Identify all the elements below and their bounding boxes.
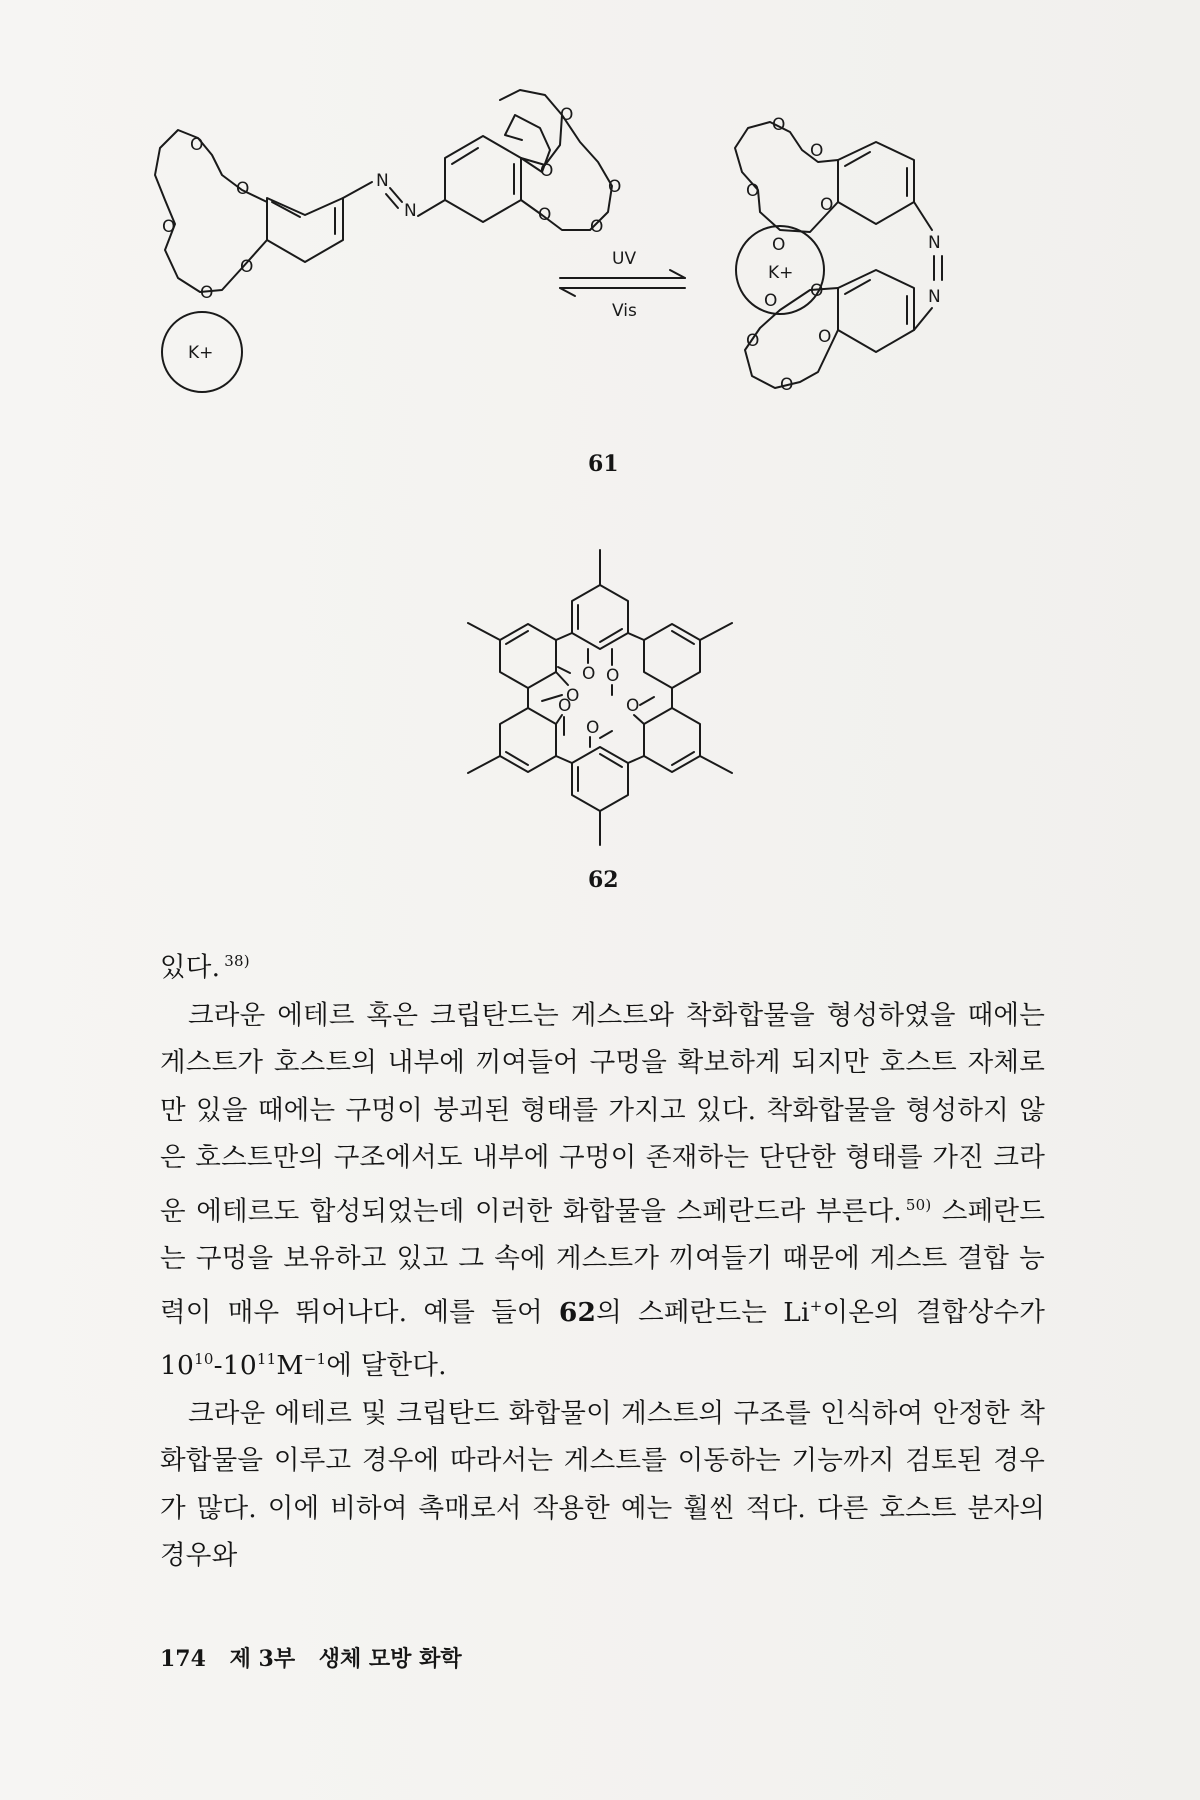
oxygen-label: O: [746, 181, 760, 201]
azo-nitrogen-label: N: [928, 233, 941, 253]
oxygen-label: O: [772, 115, 786, 135]
text-span: 크라운 에테르 혹은 크립탄드는 게스트와 착화합물을 형성하였을 때에는 게스트가 호스트의 내부에 끼여들어 구멍을 확보하게 되지만 호스트 자체로만 있을 때에는 구멍이 붕괴된 형태를 가지고 있다. 착화합물을 형성하지 않은 호스트만의 구조에서도 내부에 구멍이 존재하는 단단한 형태를 가진 크라운 에테르도 합성되었는데 이러한 화합물을 스페란드라 부른다.: [160, 999, 1045, 1227]
left-benzene-ring-b: [445, 136, 521, 222]
oxygen-label: O: [190, 135, 204, 155]
oxygen-label: O: [772, 235, 786, 255]
paragraph-0: [160, 938, 1045, 992]
superscript: 11: [256, 1350, 277, 1368]
oxygen-label: O: [162, 217, 176, 237]
right-crown-ether-top: [735, 122, 838, 232]
potassium-label: K+: [188, 343, 214, 363]
oxygen-label: O: [200, 283, 214, 303]
azo-nitrogen-label: N: [404, 201, 417, 221]
page-number: 174: [160, 1646, 206, 1672]
reference-marker: 38): [224, 952, 250, 970]
left-benzene-ring-a: [267, 198, 343, 262]
oxygen-label: O: [538, 205, 552, 225]
oxygen-label: O: [764, 291, 778, 311]
oxygen-label: O: [240, 257, 254, 277]
text-span: 의 스페란드는 Li: [596, 1296, 810, 1328]
compound-62-label: 62: [588, 867, 619, 893]
oxygen-label: O: [810, 281, 824, 301]
oxygen-label: O: [582, 664, 596, 684]
oxygen-label: O: [780, 375, 794, 395]
oxygen-label: O: [606, 666, 620, 686]
oxygen-label: O: [558, 696, 572, 716]
oxygen-label: O: [746, 331, 760, 351]
oxygen-label: O: [590, 217, 604, 237]
oxygen-label: O: [818, 327, 832, 347]
azo-nitrogen-label: N: [928, 287, 941, 307]
oxygen-label: O: [560, 105, 574, 125]
compound-61-label: 61: [588, 451, 619, 477]
oxygen-label: O: [566, 686, 580, 706]
oxygen-label: O: [810, 141, 824, 161]
paragraph-1: [160, 992, 1045, 1390]
page-footer: [160, 1642, 478, 1673]
spherand-structure: [450, 545, 750, 855]
compound-ref-62: 62: [558, 1296, 597, 1328]
azobenzene-crown-ether-scheme: [150, 105, 1050, 500]
right-benzene-ring-bottom: [838, 270, 914, 352]
text-span: 크라운 에테르 및 크립탄드 화합물이 게스트의 구조를 인식하여 안정한 착화합물을 이루고 경우에 따라서는 게스트를 이동하는 기능까지 검토된 경우가 많다. 이에 비하여 촉매로서 작용한 예는 훨씬 적다. 다른 호스트 분자의 경우와: [160, 1397, 1045, 1571]
potassium-label: K+: [768, 263, 794, 283]
text-span: M: [276, 1350, 304, 1381]
superscript: +: [809, 1296, 823, 1315]
part-label: 제 3부: [229, 1646, 296, 1672]
oxygen-label: O: [608, 177, 622, 197]
superscript: 10: [194, 1350, 214, 1368]
chapter-title: 생체 모방 화학: [318, 1646, 462, 1672]
text-span: -10: [213, 1350, 257, 1381]
reference-marker: 50): [905, 1195, 932, 1214]
oxygen-label: O: [820, 195, 834, 215]
azo-nitrogen-label: N: [376, 171, 389, 191]
uv-label: UV: [612, 249, 637, 269]
oxygen-label: O: [540, 161, 554, 181]
oxygen-label: O: [626, 696, 640, 716]
paragraph-2: [160, 1390, 1045, 1580]
oxygen-label: O: [236, 179, 250, 199]
right-benzene-ring-top: [838, 142, 914, 224]
text-span: 에 달한다.: [326, 1350, 447, 1381]
body-text: [160, 938, 1045, 1580]
superscript: −1: [303, 1350, 327, 1368]
text-span: 있다.: [160, 952, 221, 983]
oxygen-label: O: [586, 718, 600, 738]
text-span: 이온의 결합상수가 10: [160, 1296, 1045, 1381]
vis-label: Vis: [612, 301, 637, 321]
text-span: 스페란드는 구멍을 보유하고 있고 그 속에 게스트가 끼여들기 때문에 게스트 결합 능력이 매우 뛰어나다. 예를 들어: [160, 1195, 1045, 1328]
